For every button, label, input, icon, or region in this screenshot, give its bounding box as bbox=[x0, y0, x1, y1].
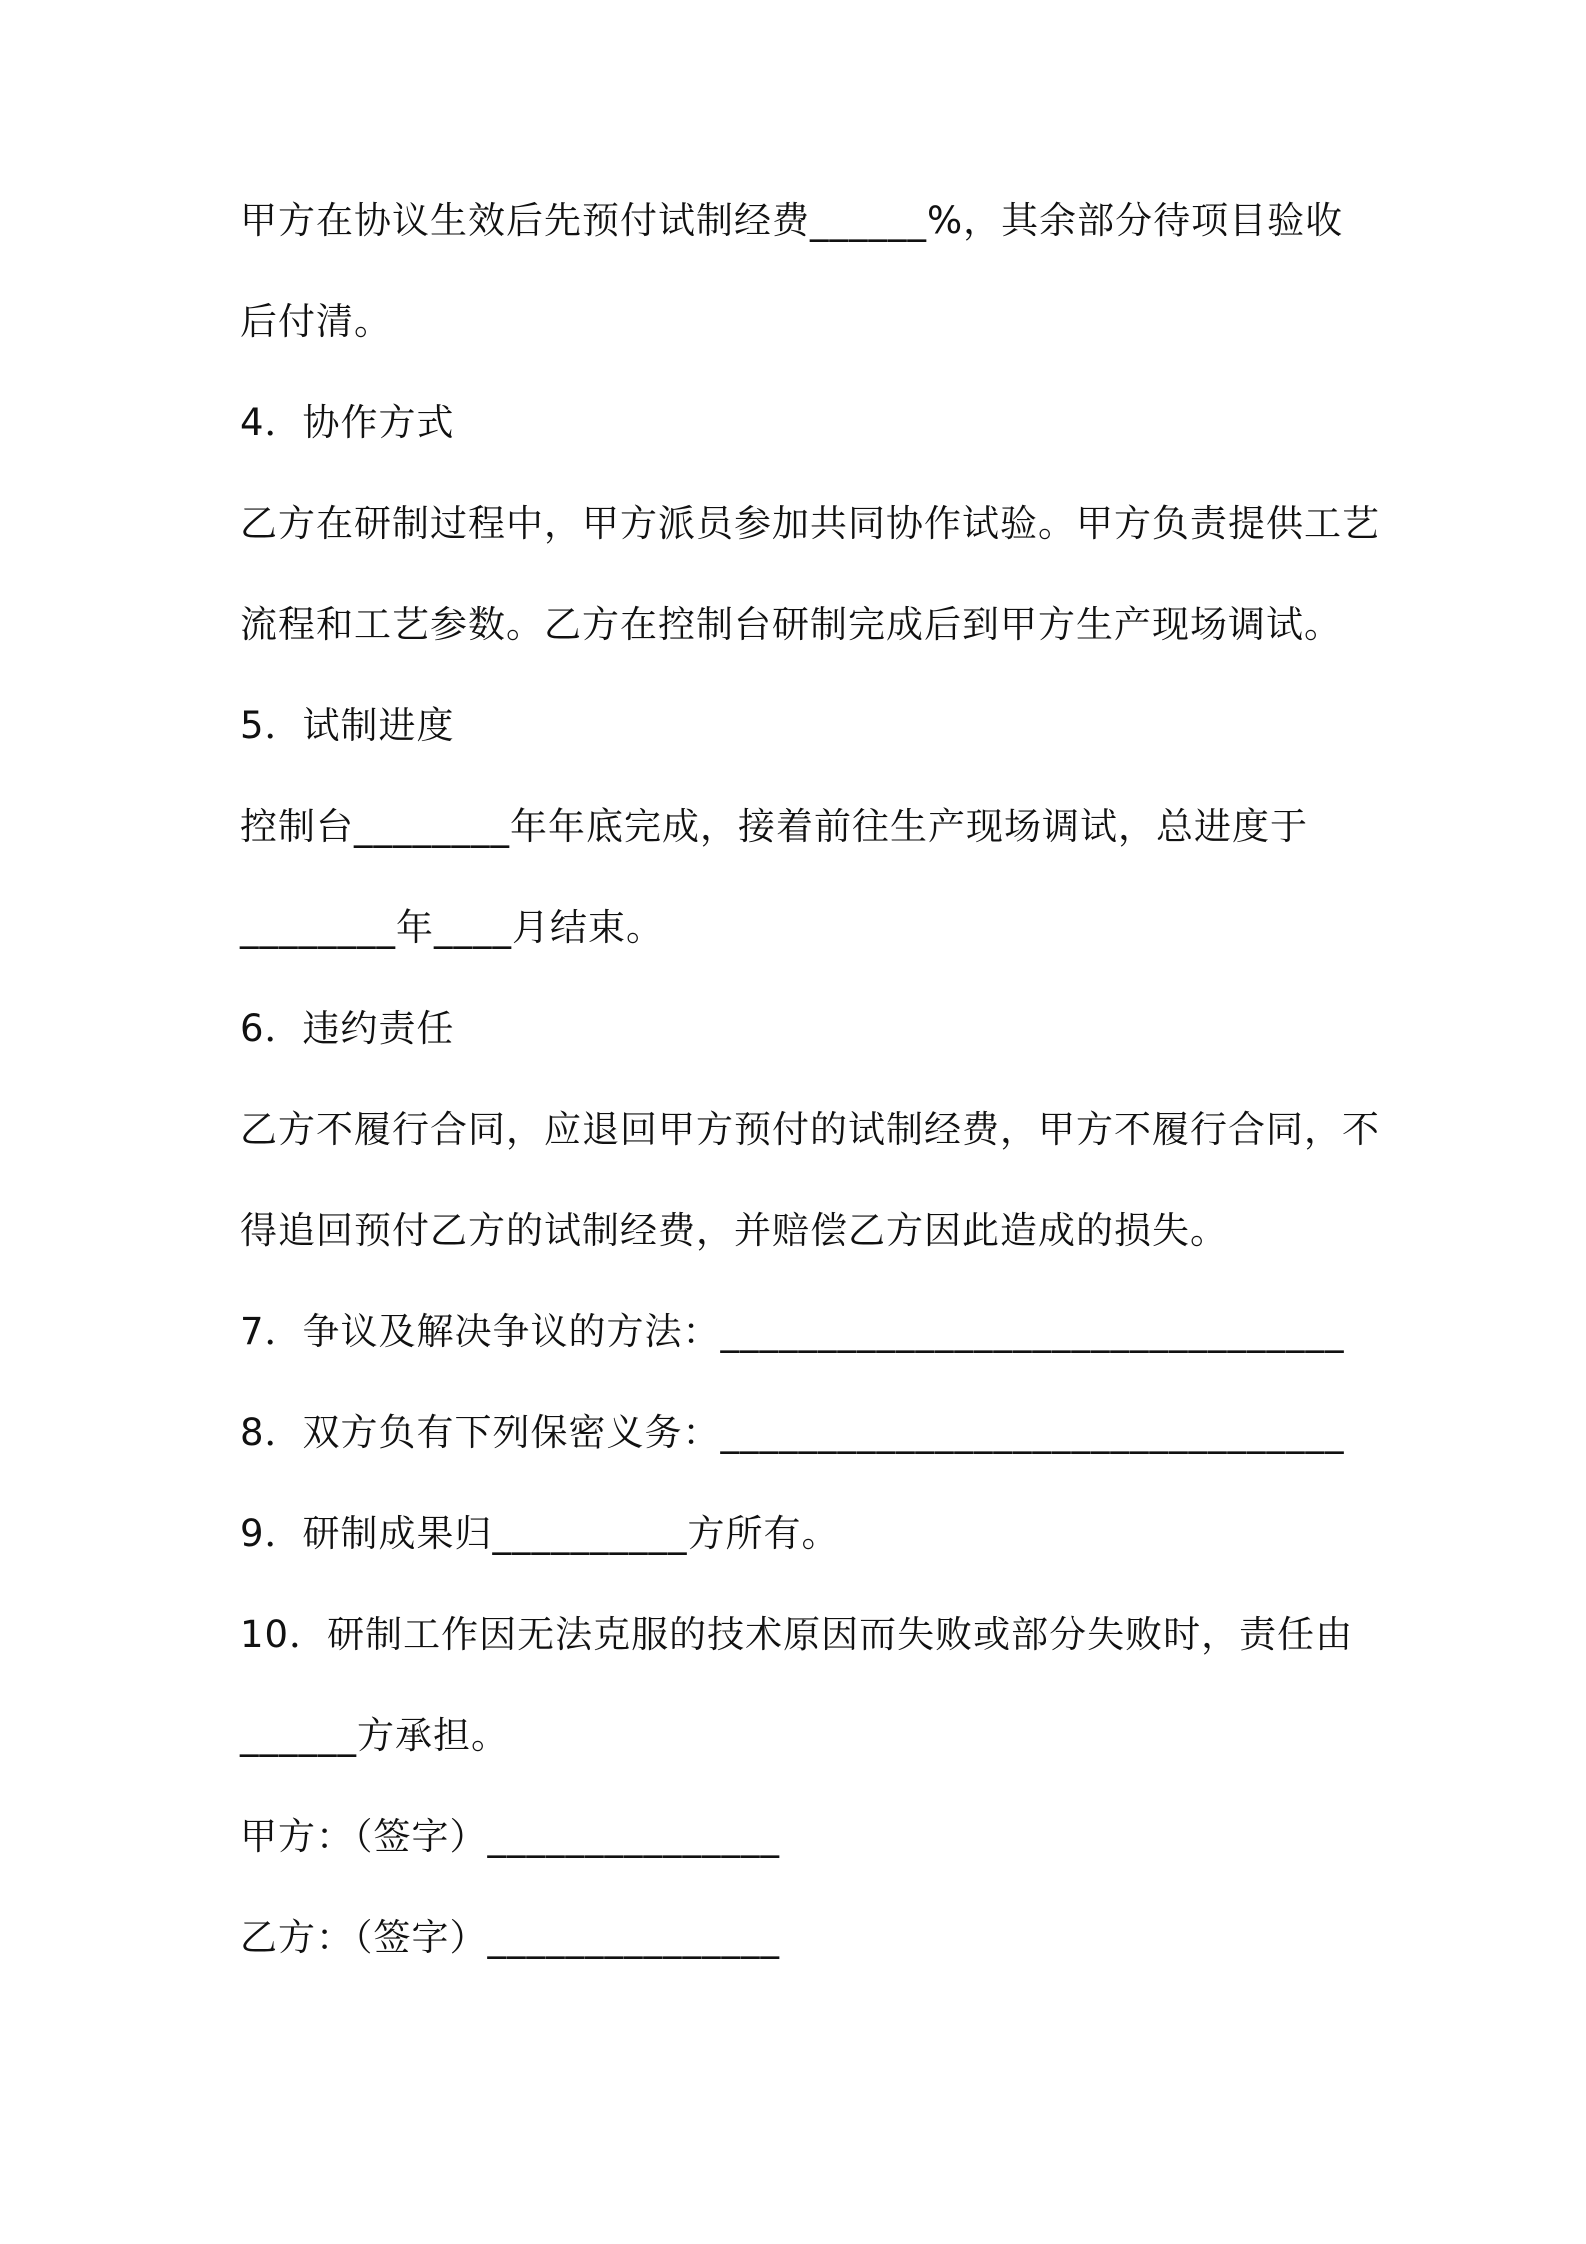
item-result-ownership: 9．研制成果归__________方所有。 bbox=[240, 1512, 840, 1555]
section-heading-liability: 6．违约责任 bbox=[240, 1007, 455, 1050]
paragraph-prepayment: 甲方在协议生效后先预付试制经费______%，其余部分待项目验收 bbox=[240, 199, 1344, 242]
paragraph-liability-cont: 得追回预付乙方的试制经费，并赔偿乙方因此造成的损失。 bbox=[240, 1209, 1228, 1252]
paragraph-prepayment-cont: 后付清。 bbox=[240, 300, 392, 343]
paragraph-progress: 控制台________年年底完成，接着前往生产现场调试，总进度于 bbox=[240, 805, 1308, 848]
paragraph-progress-cont: ________年____月结束。 bbox=[240, 906, 664, 949]
item-failure-responsibility-cont: ______方承担。 bbox=[240, 1714, 509, 1757]
paragraph-cooperation-cont: 流程和工艺参数。乙方在控制台研制完成后到甲方生产现场调试。 bbox=[240, 603, 1342, 646]
signature-party-b: 乙方：（签字）_______________ bbox=[240, 1916, 780, 1959]
item-confidentiality: 8．双方负有下列保密义务：________________________________ bbox=[240, 1411, 1345, 1454]
paragraph-cooperation: 乙方在研制过程中，甲方派员参加共同协作试验。甲方负责提供工艺 bbox=[240, 502, 1380, 545]
section-heading-progress: 5．试制进度 bbox=[240, 704, 455, 747]
section-heading-cooperation: 4．协作方式 bbox=[240, 401, 455, 444]
item-failure-responsibility: 10．研制工作因无法克服的技术原因而失败或部分失败时，责任由 bbox=[240, 1613, 1354, 1656]
signature-party-a: 甲方：（签字）_______________ bbox=[240, 1815, 780, 1858]
item-dispute-resolution: 7．争议及解决争议的方法：________________________________ bbox=[240, 1310, 1345, 1353]
paragraph-liability: 乙方不履行合同，应退回甲方预付的试制经费，甲方不履行合同，不 bbox=[240, 1108, 1380, 1151]
